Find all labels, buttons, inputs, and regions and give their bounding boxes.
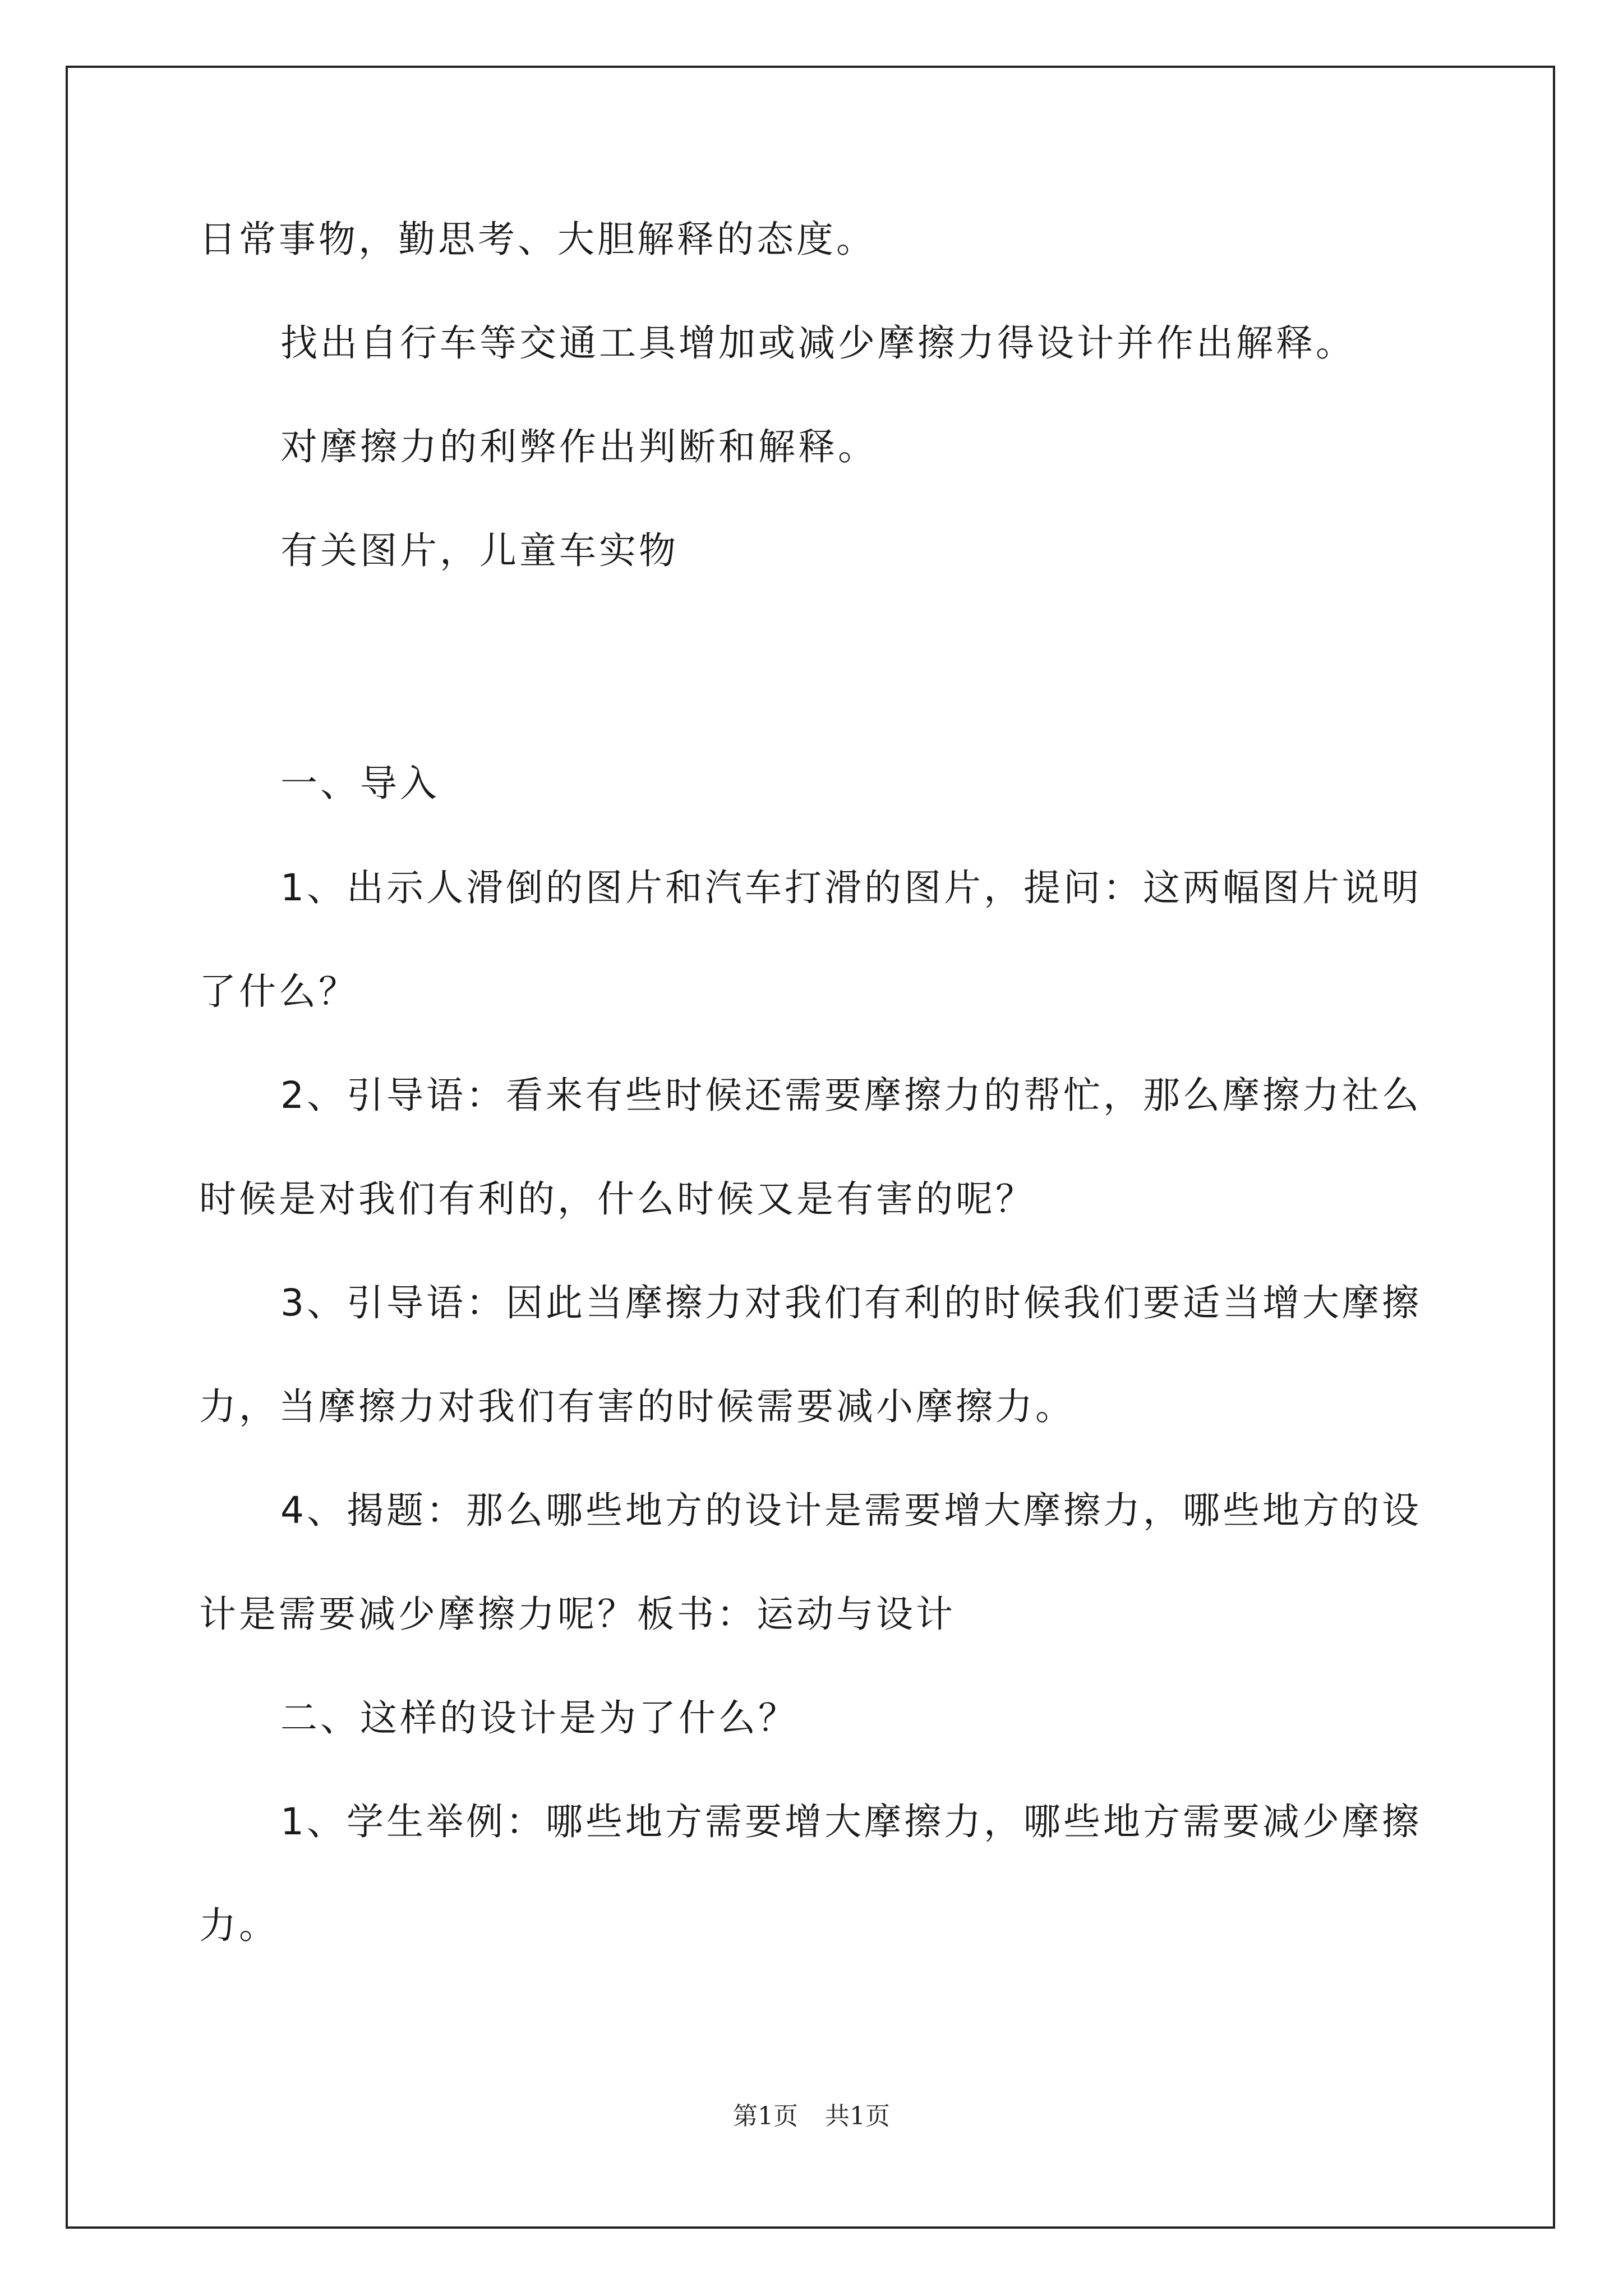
text-line: 2、引导语：看来有些时候还需要摩擦力的帮忙，那么摩擦力社么 bbox=[280, 1074, 1422, 1117]
section-heading: 二、这样的设计是为了什么？ bbox=[280, 1696, 798, 1740]
text-line: 1、学生举例：哪些地方需要增大摩擦力，哪些地方需要减少摩擦 bbox=[280, 1800, 1422, 1843]
text-line: 计是需要减少摩擦力呢？板书：运动与设计 bbox=[199, 1593, 956, 1636]
page-total: 共1页 bbox=[825, 2102, 890, 2131]
text-line: 1、出示人滑倒的图片和汽车打滑的图片，提问：这两幅图片说明 bbox=[280, 866, 1422, 909]
text-line: 力，当摩擦力对我们有害的时候需要减小摩擦力。 bbox=[199, 1385, 1075, 1428]
text-line: 力。 bbox=[199, 1904, 279, 1947]
text-line: 日常事物，勤思考、大胆解释的态度。 bbox=[199, 218, 876, 261]
text-line: 时候是对我们有利的，什么时候又是有害的呢？ bbox=[199, 1177, 1035, 1221]
page-number: 第1页 bbox=[733, 2102, 798, 2131]
page-footer bbox=[0, 2101, 1623, 2132]
page-border bbox=[66, 66, 1555, 2229]
text-line: 4、揭题：那么哪些地方的设计是需要增大摩擦力，哪些地方的设 bbox=[280, 1489, 1422, 1532]
text-line: 3、引导语：因此当摩擦力对我们有利的时候我们要适当增大摩擦 bbox=[280, 1281, 1422, 1324]
text-line: 有关图片，儿童车实物 bbox=[280, 529, 679, 572]
text-line: 了什么？ bbox=[199, 970, 358, 1013]
text-line: 找出自行车等交通工具增加或减少摩擦力得设计并作出解释。 bbox=[280, 321, 1355, 365]
text-line: 对摩擦力的利弊作出判断和解释。 bbox=[280, 425, 878, 468]
section-heading: 一、导入 bbox=[280, 762, 440, 805]
